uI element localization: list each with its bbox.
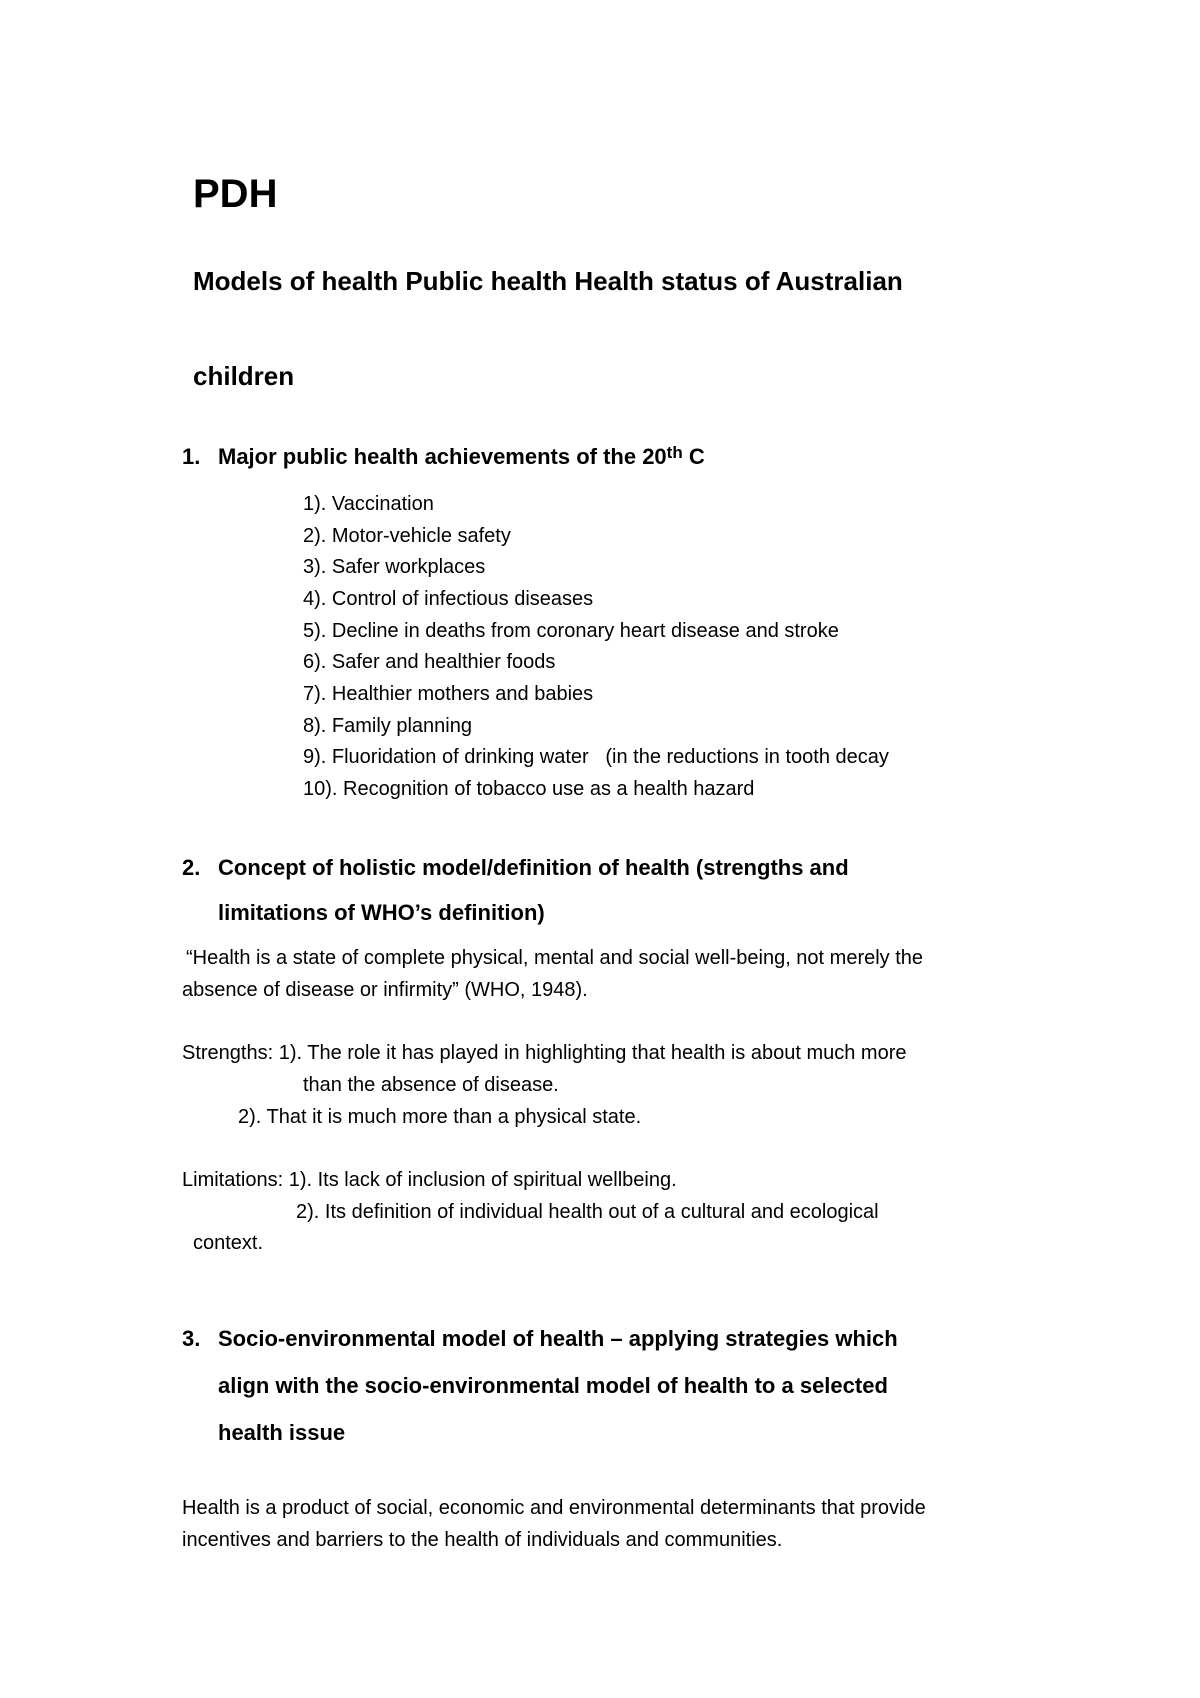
section-1-heading-tail: C [682, 444, 705, 469]
limitations-line-3: context. [193, 1232, 264, 1254]
section-3-heading-line-2: align with the socio-environmental model of health to a selected [218, 1373, 888, 1398]
strengths-line-3: 2). That it is much more than a physical state. [238, 1106, 642, 1128]
section-1-number: 1. [182, 444, 201, 469]
list-item: 10). Recognition of tobacco use as a health hazard [303, 778, 755, 800]
section-2-heading-line-2: limitations of WHO’s definition) [218, 900, 545, 925]
list-item: 1). Vaccination [303, 493, 434, 515]
section-3-body-line-1: Health is a product of social, economic and environmental determinants that provide [182, 1497, 926, 1519]
section-3-heading-line-3: health issue [218, 1420, 346, 1445]
list-item: 5). Decline in deaths from coronary heart disease and stroke [303, 620, 839, 642]
section-2-heading [182, 855, 849, 881]
section-2-number: 2. [182, 855, 201, 880]
list-item: 8). Family planning [303, 715, 472, 737]
section-3-number: 3. [182, 1326, 201, 1351]
section-3-heading-text-line-1: Socio-environmental model of health – applying strategies which [218, 1326, 898, 1351]
list-item: 9). Fluoridation of drinking water (in the reductions in tooth decay [303, 746, 889, 768]
who-definition-quote-line-1: “Health is a state of complete physical, mental and social well-being, not merely the [186, 947, 924, 969]
limitations-line-2: 2). Its definition of individual health out of a cultural and ecological [296, 1201, 879, 1223]
strengths-line-2: than the absence of disease. [303, 1074, 559, 1096]
document-subtitle-line-2: children [193, 361, 295, 391]
list-item: 6). Safer and healthier foods [303, 651, 556, 673]
list-item: 4). Control of infectious diseases [303, 588, 594, 610]
page-title: PDH [193, 172, 278, 216]
list-item: 3). Safer workplaces [303, 556, 486, 578]
section-3-heading [182, 1326, 898, 1352]
section-1-heading-text: Major public health achievements of the 20 [218, 444, 667, 469]
section-3-body-line-2: incentives and barriers to the health of individuals and communities. [182, 1529, 783, 1551]
list-item: 2). Motor-vehicle safety [303, 525, 511, 547]
who-definition-quote-line-2: absence of disease or infirmity” (WHO, 1948). [182, 979, 588, 1001]
section-1-heading-superscript: th [666, 443, 683, 462]
limitations-line-1: Limitations: 1). Its lack of inclusion of spiritual wellbeing. [182, 1169, 677, 1191]
section-1-heading [182, 444, 705, 470]
list-item: 7). Healthier mothers and babies [303, 683, 594, 705]
section-2-heading-text-line-1: Concept of holistic model/definition of health (strengths and [218, 855, 849, 880]
document-subtitle-line-1: Models of health Public health Health status of Australian [193, 266, 903, 296]
strengths-line-1: Strengths: 1). The role it has played in highlighting that health is about much more [182, 1042, 907, 1064]
